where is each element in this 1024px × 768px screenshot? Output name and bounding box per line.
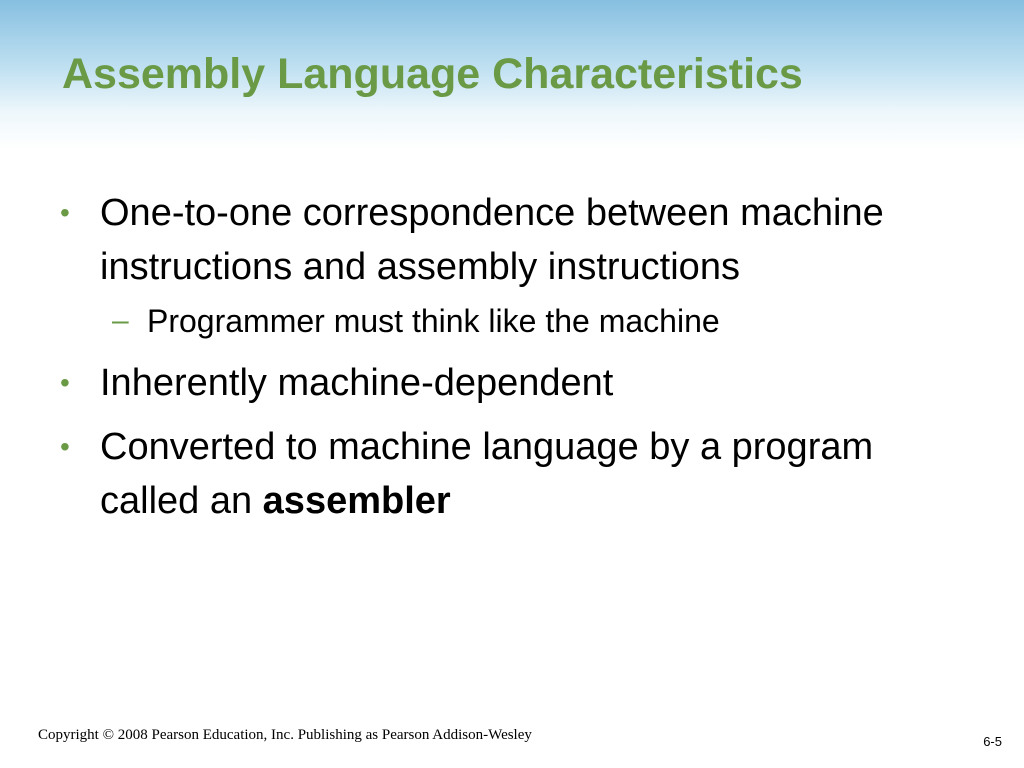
sub-bullet-item-1	[60, 298, 960, 344]
bullet-item-3	[60, 420, 960, 528]
sub-bullet-text-1: Programmer must think like the machine	[147, 303, 720, 339]
copyright-footer: Copyright © 2008 Pearson Education, Inc. Publishing as Pearson Addison-Wesley	[38, 727, 532, 743]
bullet-marker-icon: •	[60, 367, 70, 398]
bullet-item-2	[60, 356, 960, 410]
bullet-marker-icon: •	[60, 197, 70, 228]
slide-title: Assembly Language Characteristics	[62, 50, 803, 98]
bullet-text-2: Inherently machine-dependent	[100, 362, 614, 404]
bullet-text-1: One-to-one correspondence between machine instructions and assembly instructions	[100, 192, 884, 288]
bullet-item-1	[60, 186, 960, 294]
page-number: 6-5	[983, 734, 1002, 749]
slide-body	[60, 186, 960, 528]
bullet-text-3: Converted to machine language by a program called an	[100, 426, 874, 522]
bullet-marker-icon: •	[60, 431, 70, 462]
dash-marker-icon: –	[112, 304, 129, 337]
bold-term-assembler: assembler	[262, 480, 451, 522]
